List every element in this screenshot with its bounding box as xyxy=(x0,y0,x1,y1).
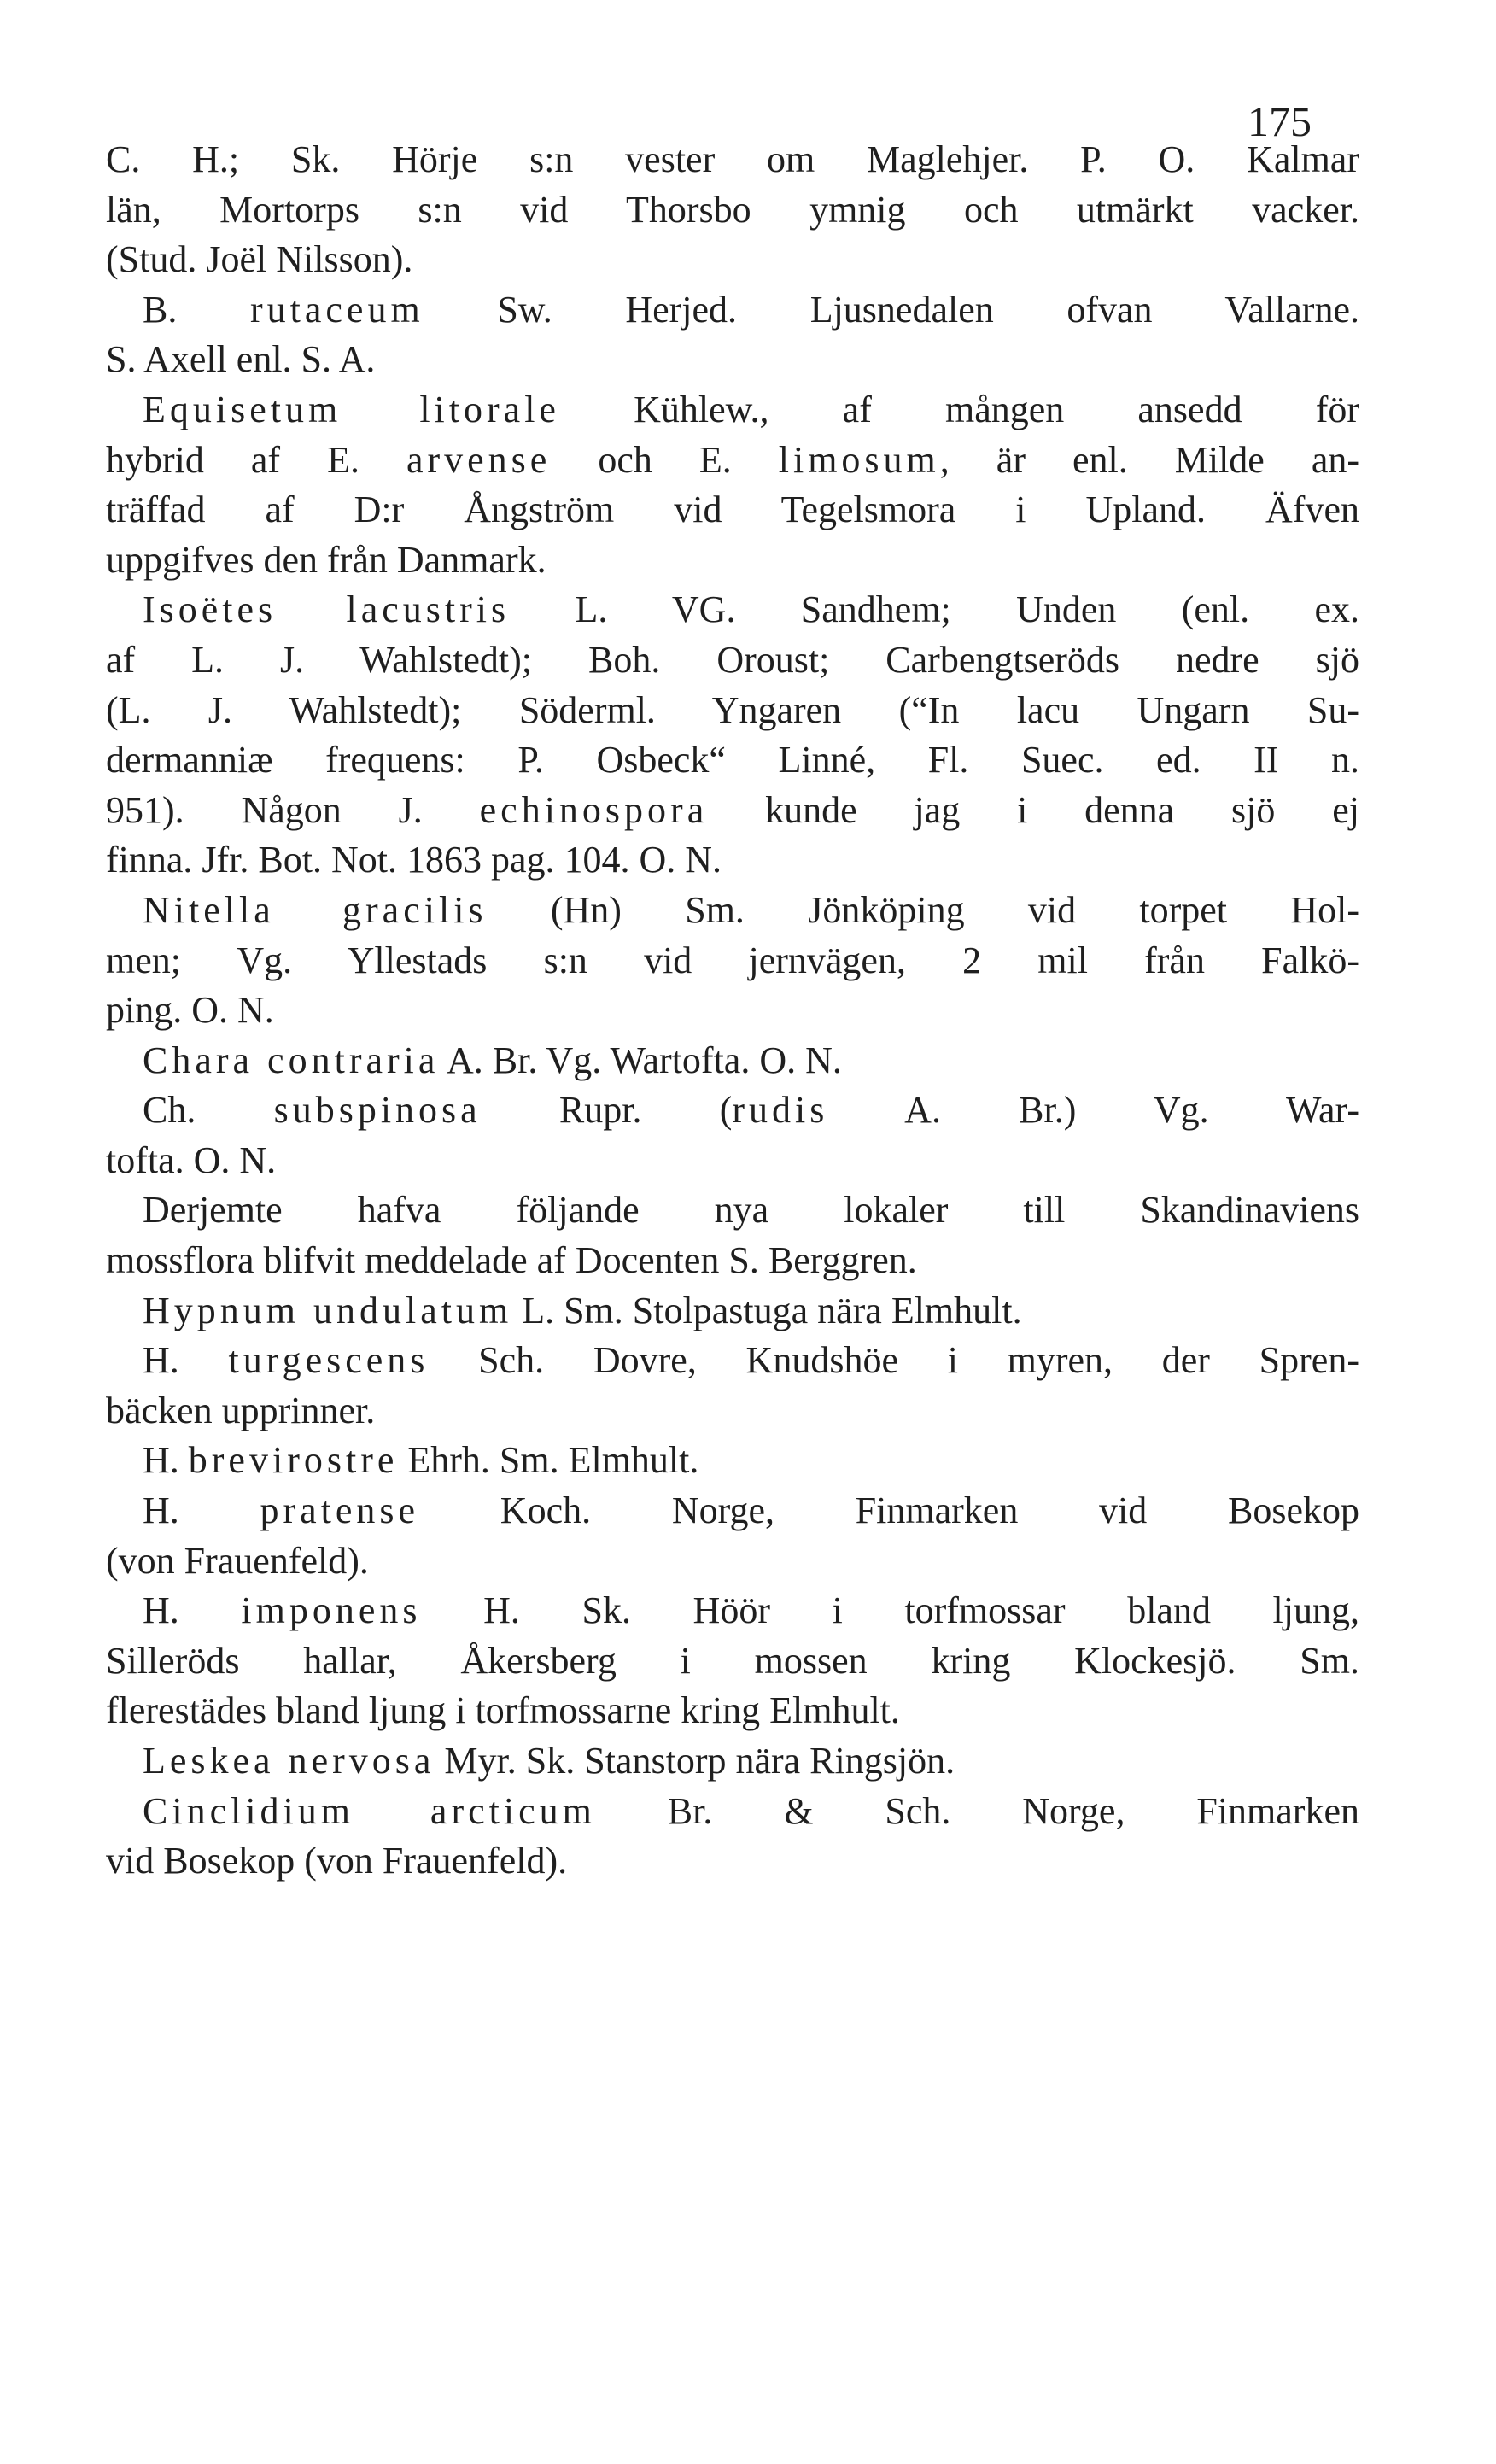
text-span: ping. O. N. xyxy=(106,989,274,1032)
taxon-name: pratense xyxy=(260,1490,420,1532)
text-line xyxy=(106,135,1359,185)
taxon-name: Chara contraria xyxy=(143,1039,440,1081)
text-line xyxy=(106,1586,1359,1636)
text-span: dermanniæ frequens: P. Osbeck“ Linné, Fl. Suec. ed. II n. xyxy=(106,739,1359,781)
taxon-name: Cinclidium arcticum xyxy=(143,1789,596,1832)
text-line xyxy=(106,735,1359,786)
text-span: L. Sm. Stolpastuga nära Elmhult. xyxy=(512,1289,1022,1331)
text-line xyxy=(106,385,1359,436)
text-line xyxy=(106,886,1359,936)
taxon-name: turgescens xyxy=(228,1339,430,1382)
text-span: flerestädes bland ljung i torfmossarne kring Elmhult. xyxy=(106,1689,900,1732)
text-line xyxy=(106,1036,1359,1086)
text-span: län, Mortorps s:n vid Thorsbo ymnig och utmärkt vacker. xyxy=(106,188,1359,231)
text-span: Ehrh. Sm. Elmhult. xyxy=(398,1439,699,1482)
taxon-name: echinospora xyxy=(479,788,709,831)
taxon-name: subspinosa xyxy=(273,1089,482,1132)
text-span: H. Sk. Höör i torfmossar bland ljung, xyxy=(421,1589,1359,1632)
text-line xyxy=(106,1236,1359,1286)
text-line xyxy=(106,1286,1359,1337)
text-span: B. xyxy=(143,288,250,331)
taxon-name: Hypnum undulatum xyxy=(143,1289,513,1331)
text-span: af L. J. Wahlstedt); Boh. Oroust; Carbengtseröds nedre sjö xyxy=(106,638,1359,681)
text-line xyxy=(106,786,1359,836)
text-line xyxy=(106,585,1359,635)
text-span: (L. J. Wahlstedt); Söderml. Yngaren (“In lacu Ungarn Su- xyxy=(106,688,1359,731)
text-span: mossflora blifvit meddelade af Docenten S. Berggren. xyxy=(106,1239,917,1282)
text-span: Rupr. ( xyxy=(481,1089,733,1132)
text-span: men; Vg. Yllestads s:n vid jernvägen, 2 mil från Falkö- xyxy=(106,939,1359,981)
text-span: A. Br. Vg. Wartofta. O. N. xyxy=(439,1039,842,1081)
text-span: träffad af D:r Ångström vid Tegelsmora i Upland. Äfven xyxy=(106,489,1359,531)
text-span: vid Bosekop (von Frauenfeld). xyxy=(106,1840,568,1882)
text-line xyxy=(106,185,1359,236)
taxon-name: Isoëtes lacustris xyxy=(143,588,511,631)
taxon-name: Equisetum litorale xyxy=(143,388,560,430)
text-span: Br. & Sch. Norge, Finmarken xyxy=(595,1789,1359,1832)
text-line xyxy=(106,335,1359,385)
text-line xyxy=(106,1636,1359,1687)
text-span: S. Axell enl. S. A. xyxy=(106,338,376,381)
text-line xyxy=(106,1486,1359,1536)
text-span: , är enl. Milde an- xyxy=(939,438,1360,481)
body-text xyxy=(106,135,1359,1887)
text-line xyxy=(106,1536,1359,1587)
text-line xyxy=(106,1736,1359,1787)
text-span: H. xyxy=(143,1439,189,1482)
text-span: H. xyxy=(143,1339,229,1382)
text-span: finna. Jfr. Bot. Not. 1863 pag. 104. O. N. xyxy=(106,839,722,881)
text-line xyxy=(106,536,1359,586)
taxon-name: Leskea nervosa xyxy=(143,1740,435,1782)
text-line xyxy=(106,436,1359,486)
taxon-name: arvense xyxy=(406,438,552,481)
text-span: kunde jag i denna sjö ej xyxy=(708,788,1359,831)
taxon-name: rutaceum xyxy=(249,288,424,331)
text-span: (Stud. Joël Nilsson). xyxy=(106,238,413,281)
text-line xyxy=(106,835,1359,886)
text-span: (von Frauenfeld). xyxy=(106,1539,369,1582)
text-span: L. VG. Sandhem; Unden (enl. ex. xyxy=(510,588,1360,631)
text-line xyxy=(106,1086,1359,1136)
text-span: H. xyxy=(143,1490,260,1532)
text-line xyxy=(106,1836,1359,1887)
text-span: bäcken upprinner. xyxy=(106,1389,376,1431)
text-line xyxy=(106,1336,1359,1386)
text-span: och E. xyxy=(551,438,779,481)
text-span: 951). Någon J. xyxy=(106,788,480,831)
text-line xyxy=(106,1136,1359,1186)
text-span: Ch. xyxy=(143,1089,274,1132)
text-span: Kühlew., af mången ansedd för xyxy=(559,388,1360,430)
text-line xyxy=(106,1386,1359,1437)
taxon-name: imponens xyxy=(241,1589,422,1632)
text-span: Sch. Dovre, Knudshöe i myren, der Spren- xyxy=(429,1339,1359,1382)
text-span: C. H.; Sk. Hörje s:n vester om Maglehjer. P. O. Kalmar xyxy=(106,138,1359,180)
text-span: Derjemte hafva följande nya lokaler till Skandinaviens xyxy=(143,1189,1359,1232)
text-line xyxy=(106,1436,1359,1486)
text-span: Myr. Sk. Stanstorp nära Ringsjön. xyxy=(435,1740,955,1782)
text-line xyxy=(106,1185,1359,1236)
taxon-name: brevirostre xyxy=(188,1439,399,1482)
text-line xyxy=(106,686,1359,736)
text-span: A. Br.) Vg. War- xyxy=(828,1089,1359,1132)
text-span: Koch. Norge, Finmarken vid Bosekop xyxy=(419,1490,1359,1532)
text-line xyxy=(106,235,1359,285)
text-span: tofta. O. N. xyxy=(106,1138,277,1181)
text-line xyxy=(106,285,1359,336)
text-line xyxy=(106,986,1359,1036)
text-line xyxy=(106,1787,1359,1837)
text-line xyxy=(106,485,1359,536)
text-line xyxy=(106,1686,1359,1736)
taxon-name: Nitella gracilis xyxy=(143,888,488,931)
text-line xyxy=(106,635,1359,686)
page-number: 175 xyxy=(1248,97,1312,145)
text-span: Sw. Herjed. Ljusnedalen ofvan Vallarne. xyxy=(424,288,1359,331)
text-line xyxy=(106,936,1359,986)
taxon-name: rudis xyxy=(732,1089,829,1132)
text-span: (Hn) Sm. Jönköping vid torpet Hol- xyxy=(487,888,1359,931)
taxon-name: limosum xyxy=(778,438,940,481)
text-span: uppgifves den från Danmark. xyxy=(106,538,546,581)
text-span: hybrid af E. xyxy=(106,438,406,481)
text-span: H. xyxy=(143,1589,242,1632)
text-span: Silleröds hallar, Åkersberg i mossen kring Klockesjö. Sm. xyxy=(106,1639,1359,1682)
